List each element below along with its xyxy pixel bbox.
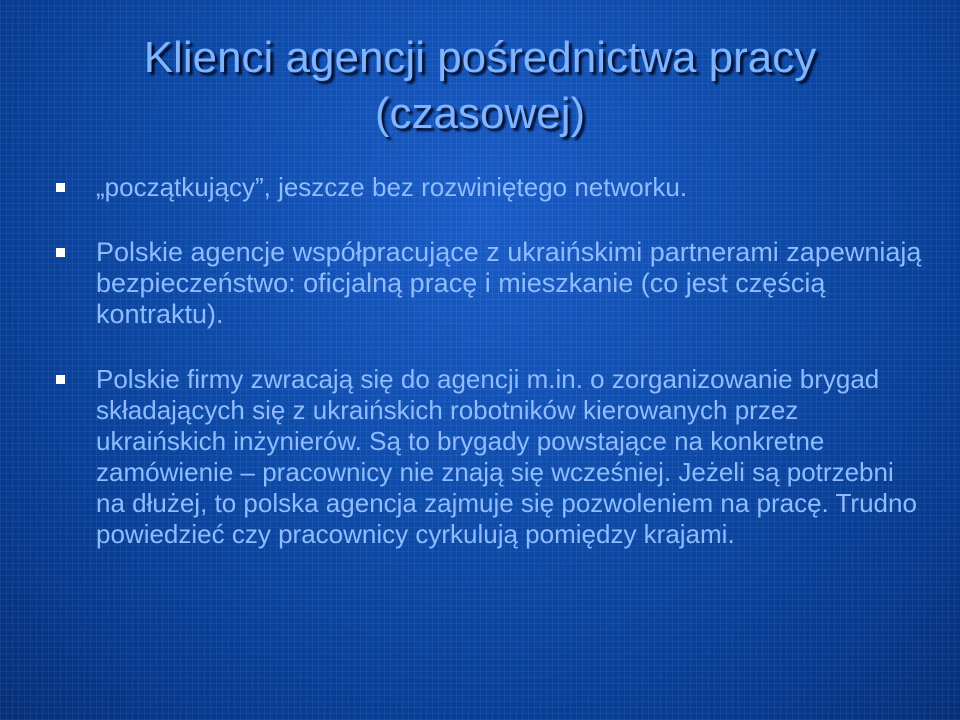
- bullet-text: Polskie firmy zwracają się do agencji m.in. o zorganizowanie brygad składających się z ukraińskich robotników kierowanych przez ukraińskich inżynierów. Są to brygady powstające na konkretne zamówienie – pracownicy nie znają się wcześniej. Jeżeli są potrzebni na dłużej, to polska agencja zajmuje się pozwoleniem na pracę. Trudno powiedzieć czy pracownicy cyrkulują pomiędzy krajami.: [96, 364, 917, 549]
- bullet-item: [56, 172, 926, 203]
- bullet-item: [56, 364, 926, 550]
- slide-title-line-2: (czasowej): [374, 89, 586, 138]
- bullet-item: [56, 237, 926, 330]
- bullet-text: Polskie agencje współpracujące z ukraińskimi partnerami zapewniają bezpieczeństwo: oficjalną pracę i mieszkanie (co jest częścią kontraktu).: [96, 237, 922, 329]
- slide-title: [0, 30, 960, 142]
- slide-title-line-1: Klienci agencji pośrednictwa pracy: [143, 33, 817, 82]
- bullet-square-icon: [56, 248, 65, 257]
- bullet-list: [56, 172, 926, 584]
- bullet-text: „początkujący”, jeszcze bez rozwiniętego networku.: [96, 172, 688, 202]
- bullet-square-icon: [56, 183, 65, 192]
- bullet-square-icon: [56, 375, 65, 384]
